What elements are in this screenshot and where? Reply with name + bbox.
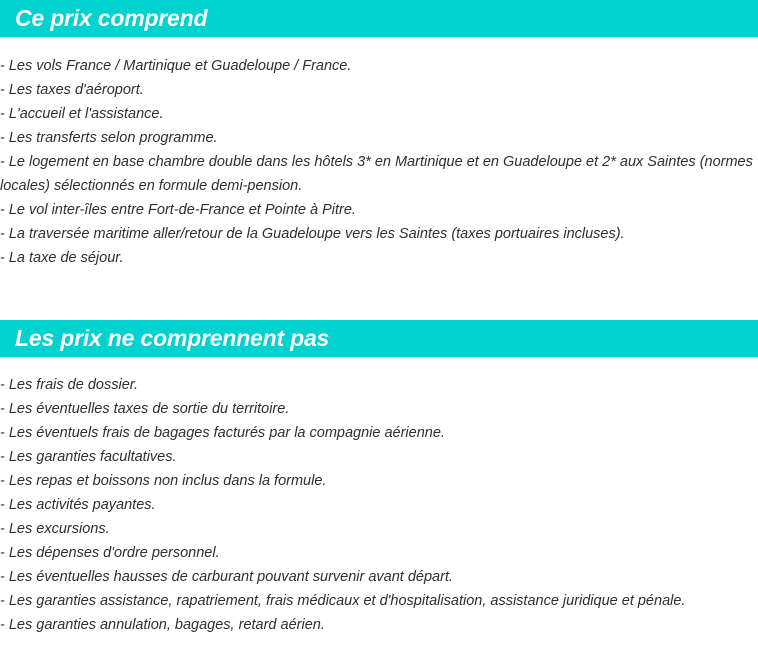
included-items-list bbox=[0, 54, 758, 270]
excluded-item: - Les dépenses d'ordre personnel. bbox=[0, 545, 220, 561]
excluded-item: - Les éventuelles taxes de sortie du territoire. bbox=[0, 401, 290, 417]
included-section-header bbox=[0, 0, 758, 37]
included-item: - Les transferts selon programme. bbox=[0, 130, 218, 146]
excluded-item: - Les excursions. bbox=[0, 521, 110, 537]
excluded-item: - Les activités payantes. bbox=[0, 497, 156, 513]
excluded-item: - Les repas et boissons non inclus dans la formule. bbox=[0, 473, 327, 489]
included-item: - Le vol inter-îles entre Fort-de-France et Pointe à Pitre. bbox=[0, 202, 356, 218]
included-section-title: Ce prix comprend bbox=[15, 5, 208, 31]
included-item: - Les vols France / Martinique et Guadeloupe / France. bbox=[0, 58, 352, 74]
excluded-item: - Les éventuels frais de bagages facturés par la compagnie aérienne. bbox=[0, 425, 445, 441]
excluded-item: - Les éventuelles hausses de carburant pouvant survenir avant départ. bbox=[0, 569, 453, 585]
excluded-section-header bbox=[0, 320, 758, 357]
included-item: - Le logement en base chambre double dans les hôtels 3* en Martinique et en Guadeloupe et 2* aux Saintes (normes bbox=[0, 154, 753, 170]
included-item: - Les taxes d'aéroport. bbox=[0, 82, 144, 98]
excluded-section-title: Les prix ne comprennent pas bbox=[15, 325, 330, 351]
included-item: - L'accueil et l'assistance. bbox=[0, 106, 164, 122]
excluded-item: - Les garanties annulation, bagages, retard aérien. bbox=[0, 617, 325, 633]
excluded-item: - Les garanties facultatives. bbox=[0, 449, 177, 465]
included-item: - La traversée maritime aller/retour de la Guadeloupe vers les Saintes (taxes portuaires incluses). bbox=[0, 226, 625, 242]
excluded-item: - Les frais de dossier. bbox=[0, 377, 139, 393]
included-item: locales) sélectionnés en formule demi-pension. bbox=[0, 178, 303, 194]
included-item: - La taxe de séjour. bbox=[0, 250, 124, 266]
excluded-items-list bbox=[0, 373, 758, 637]
excluded-item: - Les garanties assistance, rapatriement, frais médicaux et d'hospitalisation, assistance juridique et pénale. bbox=[0, 593, 686, 609]
